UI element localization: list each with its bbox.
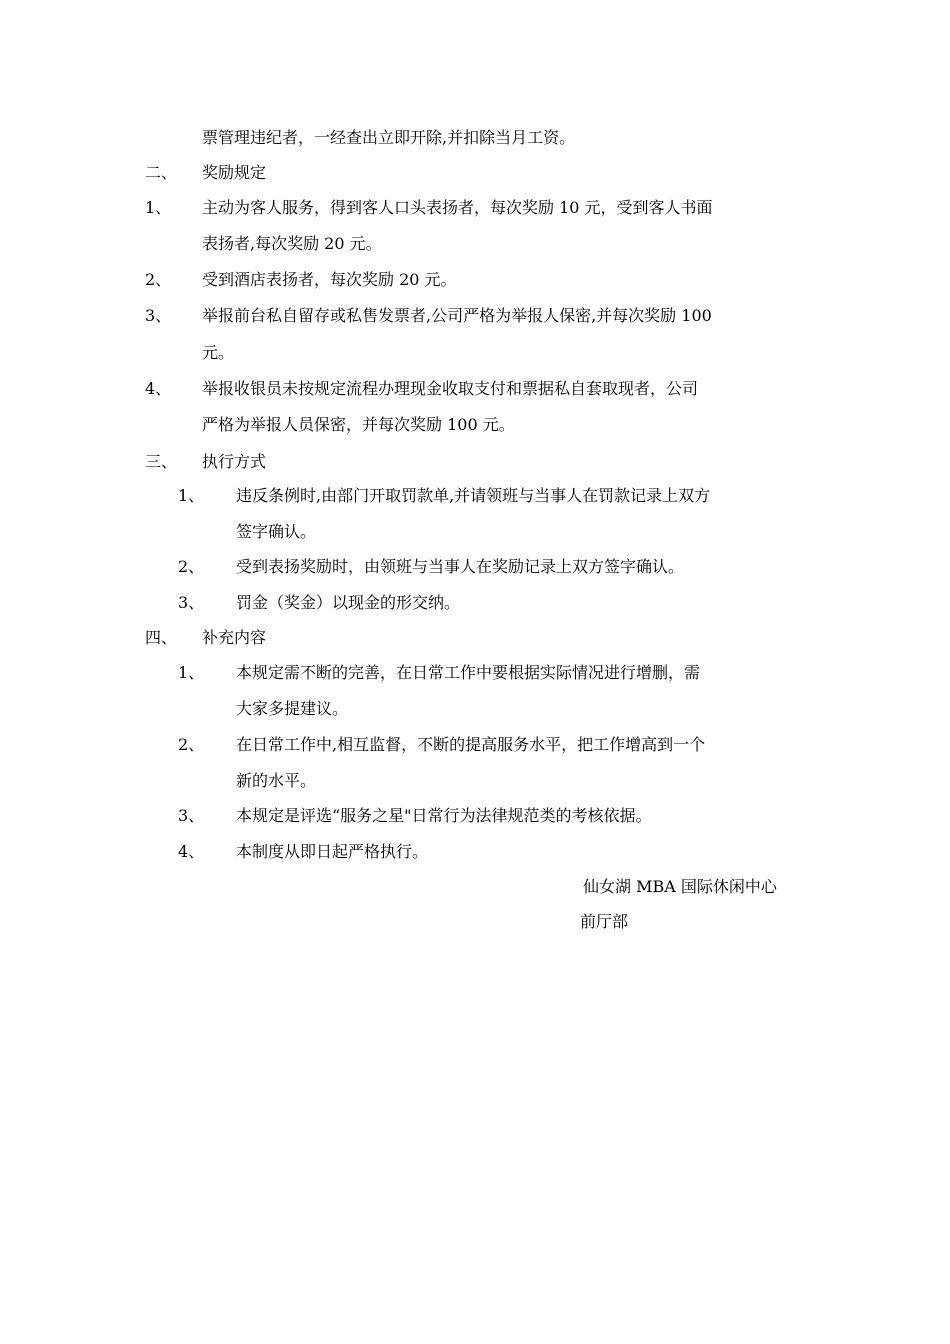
continuation-text: 票管理违纪者，一经查出立即开除,并扣除当月工资。	[202, 128, 576, 147]
item-marker: 4、	[145, 379, 172, 398]
item-text: 本规定是评选“服务之星"日常行为法律规范类的考核依据。	[236, 806, 652, 825]
item-marker: 2、	[145, 270, 172, 289]
item-marker: 2、	[178, 735, 205, 754]
item-marker: 1、	[178, 486, 205, 505]
item-marker: 3、	[178, 593, 205, 612]
item-marker: 3、	[178, 806, 205, 825]
item-marker: 2、	[178, 557, 205, 576]
section-marker-3: 三、	[145, 452, 178, 471]
item-text: 大家多提建议。	[236, 699, 349, 718]
item-text: 本规定需不断的完善，在日常工作中要根据实际情况进行增删，需	[236, 663, 701, 682]
section-marker-2: 二、	[145, 163, 178, 182]
signature-department: 前厅部	[580, 912, 629, 931]
section-title-supplement: 补充内容	[202, 628, 267, 647]
item-text: 举报前台私自留存或私售发票者,公司严格为举报人保密,并每次奖励 100	[202, 306, 712, 325]
item-text: 在日常工作中,相互监督，不断的提高服务水平，把工作增高到一个	[236, 735, 706, 754]
item-text: 严格为举报人员保密，并每次奖励 100 元。	[202, 415, 515, 434]
item-text: 主动为客人服务，得到客人口头表扬者，每次奖励 10 元，受到客人书面	[202, 198, 713, 217]
item-text: 受到酒店表扬者，每次奖励 20 元。	[202, 270, 457, 289]
item-marker: 4、	[178, 842, 205, 861]
item-marker: 3、	[145, 306, 172, 325]
item-text: 新的水平。	[236, 771, 317, 790]
section-title-rewards: 奖励规定	[202, 163, 267, 182]
item-text: 本制度从即日起严格执行。	[236, 842, 429, 861]
signature-organization: 仙女湖 MBA 国际休闲中心	[583, 877, 777, 896]
section-marker-4: 四、	[145, 628, 178, 647]
item-text: 表扬者,每次奖励 20 元。	[202, 234, 382, 253]
item-marker: 1、	[145, 198, 172, 217]
item-text: 举报收银员未按规定流程办理现金收取支付和票据私自套取现者，公司	[202, 379, 699, 398]
item-text: 违反条例时,由部门开取罚款单,并请领班与当事人在罚款记录上双方	[236, 486, 711, 505]
item-text: 受到表扬奖励时，由领班与当事人在奖励记录上双方签字确认。	[236, 557, 685, 576]
section-title-execution: 执行方式	[202, 452, 267, 471]
item-marker: 1、	[178, 663, 205, 682]
item-text: 签字确认。	[236, 522, 317, 541]
item-text: 罚金（奖金）以现金的形交纳。	[236, 593, 461, 612]
item-text: 元。	[202, 343, 235, 362]
